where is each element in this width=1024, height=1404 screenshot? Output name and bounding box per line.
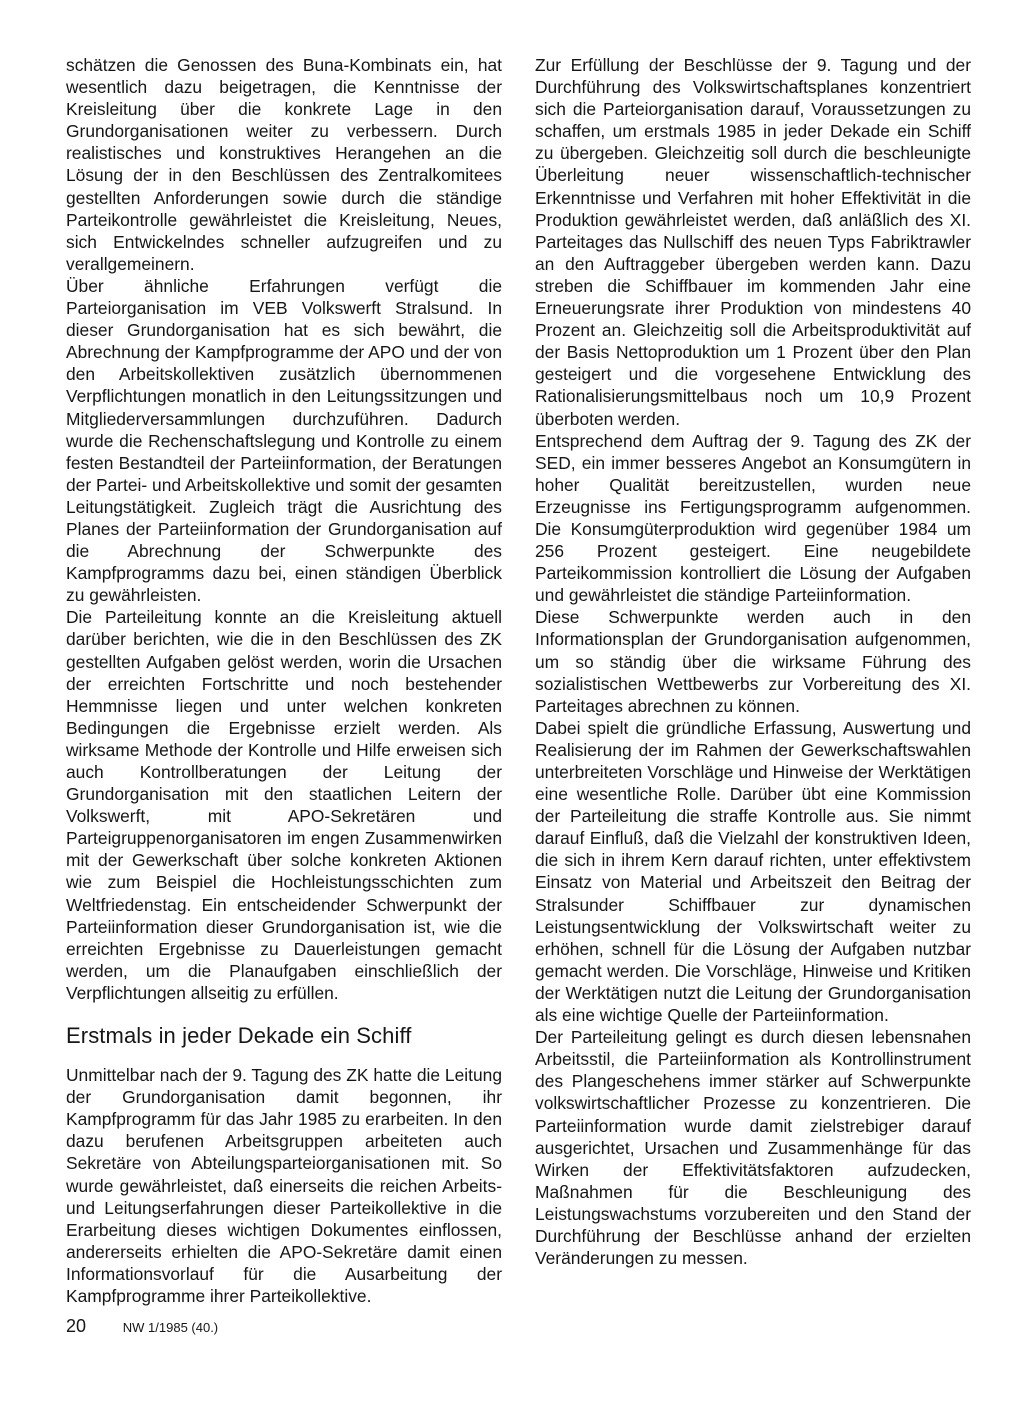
section-heading: Erstmals in jeder Dekade ein Schiff (66, 1023, 412, 1049)
paragraph: schätzen die Genossen des Buna-Kombinats ein, hat wesentlich dazu beigetragen, die Kenntnisse der Kreisleitung über die konkrete Lage in den Grundorganisationen weiter zu verbessern. Durch realistisches und konstruktives Herangehen an die Lösung der in den Beschlüssen des Zentralkomitees gestellten Anforderungen sowie durch die ständige Parteikontrolle gewährleistet die Kreisleitung, Neues, sich Entwickelndes schneller aufzugreifen und zu verallgemeinern. (66, 55, 502, 274)
paragraph: Entsprechend dem Auftrag der 9. Tagung des ZK der SED, ein immer besseres Angebot an Konsumgütern in hoher Qualität bereitzustellen, wurden neue Erzeugnisse ins Fertigungsprogramm aufgenommen. Die Konsumgüterproduktion wird gegenüber 1984 um 256 Prozent gesteigert. Eine neugebildete Parteikommission kontrolliert die Lösung der Aufgaben und gewährleistet die ständige Parteiinformation. (535, 430, 971, 606)
paragraph: Unmittelbar nach der 9. Tagung des ZK hatte die Leitung der Grundorganisation damit begonnen, ihr Kampfprogramm für das Jahr 1985 zu erarbeiten. In den dazu berufenen Arbeitsgruppen arbeiteten auch Sekretäre von Abteilungsparteiorganisationen mit. So wurde gewährleistet, daß einerseits die reichen Arbeits- und Leitungserfahrungen dieser Parteikollektive in die Erarbeitung dieses wichtigen Dokumentes einflossen, andererseits erhielten die APO-Sekretäre damit einen Informationsvorlauf für die Ausarbeitung der Kampfprogramme ihrer Parteikollektive. (66, 1065, 502, 1306)
paragraph: Zur Erfüllung der Beschlüsse der 9. Tagung und der Durchführung des Volkswirtschaftsplanes konzentriert sich die Parteiorganisation darauf, Voraussetzungen zu schaffen, um erstmals 1985 in jeder Dekade ein Schiff zu übergeben. Gleichzeitig soll durch die beschleunigte Überleitung neuer wissenschaftlich-technischer Erkenntnisse und Verfahren mit hoher Effektivität in die Produktion gewährleistet werden, daß anläßlich des XI. Parteitages das Nullschiff des neuen Typs Fabriktrawler an den Auftraggeber übergeben werden kann. Dazu streben die Schiffbauer im kommenden Jahr eine Erneuerungsrate ihrer Produktion von mindestens 40 Prozent an. Gleichzeitig soll die Arbeitsproduktivität auf der Basis Nettoproduktion um 1 Prozent über den Plan gesteigert und die vorgesehene Entwicklung des Rationalisierungsmittelbaus noch um 10,9 Prozent überboten werden. (535, 55, 971, 429)
paragraph: Diese Schwerpunkte werden auch in den Informationsplan der Grundorganisation aufgenommen, um so ständig über die wirksame Führung des sozialistischen Wettbewerbs zur Vorbereitung des XI. Parteitages abrechnen zu können. (535, 607, 971, 716)
paragraph: Dabei spielt die gründliche Erfassung, Auswertung und Realisierung der im Rahmen der Gewerkschaftswahlen unterbreiteten Vorschläge und Hinweise der Werktätigen eine wesentliche Rolle. Darüber übt eine Kommission der Parteileitung die straffe Kontrolle aus. Sie nimmt darauf Einfluß, daß die Vielzahl der konstruktiven Ideen, die sich in ihrem Kern darauf richten, unter effektivstem Einsatz von Material und Arbeitszeit den Beitrag der Stralsunder Schiffbauer zur dynamischen Leistungsentwicklung der Volkswirtschaft weiter zu erhöhen, schnell für die Lösung der Aufgaben nutzbar gemacht werden. Die Vorschläge, Hinweise und Kritiken der Werktätigen nutzt die Leitung der Grundorganisation als eine wichtige Quelle der Parteiinformation. (535, 717, 971, 1026)
paragraph: Über ähnliche Erfahrungen verfügt die Parteiorganisation im VEB Volkswerft Stralsund. In dieser Grundorganisation hat es sich bewährt, die Abrechnung der Kampfprogramme der APO und der von den Arbeitskollektiven zusätzlich übernommenen Verpflichtungen monatlich in den Leitungssitzungen und Mitgliederversammlungen durchzuführen. Dadurch wurde die Rechenschaftslegung und Kontrolle zu einem festen Bestandteil der Parteiinformation, der Beratungen der Partei- und Arbeitskollektive und somit der gesamten Leitungstätigkeit. Zugleich trägt die Ausrichtung des Planes der Parteiinformation der Grundorganisation auf die Abrechnung der Schwerpunkte des Kampfprogramms dazu bei, einen ständigen Überblick zu gewährleisten. (66, 275, 502, 606)
right-column (535, 54, 971, 1269)
page-number: 20 (66, 1316, 87, 1336)
journal-reference: NW 1/1985 (40.) (122, 1320, 219, 1335)
paragraph: Der Parteileitung gelingt es durch diesen lebensnahen Arbeitsstil, die Parteiinformation als Kontrollinstrument des Plangeschehens immer stärker auf Schwerpunkte volkswirtschaftlicher Prozesse zu konzentrieren. Die Parteiinformation wurde damit zielstrebiger darauf ausgerichtet, Ursachen und Zusammenhänge für das Wirken der Effektivitätsfaktoren aufzudecken, Maßnahmen für die Beschleunigung des Leistungswachstums vorzubereiten und den Stand der Durchführung der Beschlüsse anhand der erzielten Veränderungen zu messen. (535, 1027, 971, 1269)
page-footer (66, 1316, 218, 1338)
paragraph: Die Parteileitung konnte an die Kreisleitung aktuell darüber berichten, wie die in den Beschlüssen des ZK gestellten Aufgaben gelöst werden, worin die Ursachen der erreichten Fortschritte und noch bestehender Hemmnisse liegen und unter welchen konkreten Bedingungen die Ergebnisse erzielt werden. Als wirksame Methode der Kontrolle und Hilfe erweisen sich auch Kontrollberatungen der Leitung der Grundorganisation mit den staatlichen Leitern der Volkswerft, mit APO-Sekretären und Parteigruppenorganisatoren im engen Zusammenwirken mit der Gewerkschaft über solche konkreten Aktionen wie zum Beispiel die Hochleistungsschichten zum Weltfriedenstag. Ein entscheidender Schwerpunkt der Parteiinformation dieser Grundorganisation ist, wie die erreichten Ergebnisse zu Dauerleistungen gemacht werden, um die Planaufgaben einschließlich der Verpflichtungen allseitig zu erfüllen. (66, 607, 502, 1003)
left-column (66, 54, 502, 1307)
